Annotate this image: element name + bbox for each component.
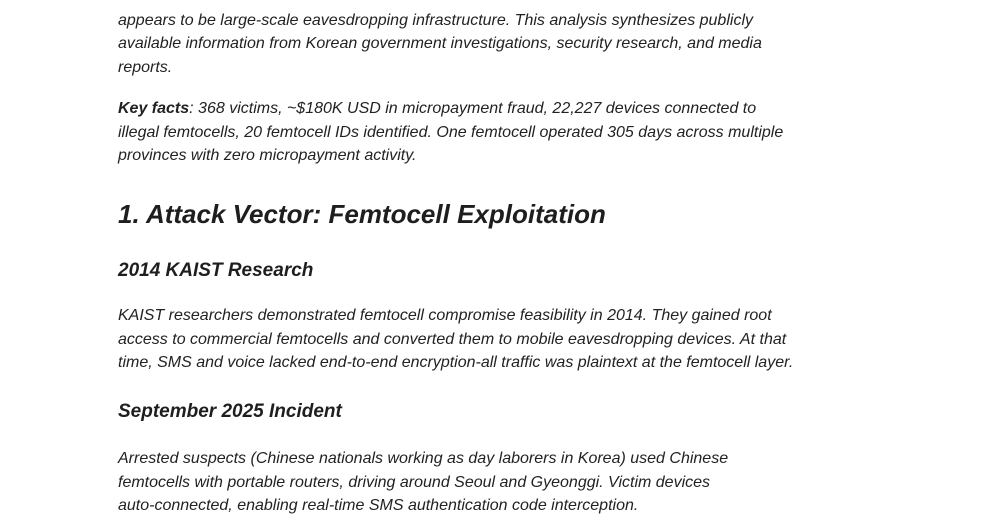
intro-line-3: reports. [118,58,173,76]
kaist-paragraph [118,304,888,375]
key-facts-paragraph [118,97,888,168]
subsection-heading-kaist: 2014 KAIST Research [118,260,314,281]
key-facts-line-2: illegal femtocells, 20 femtocell IDs identified. One femtocell operated 305 days across multiple [118,123,784,141]
incident-line-1: Arrested suspects (Chinese nationals working as day laborers in Korea) used Chinese [118,450,729,467]
kaist-line-3: time, SMS and voice lacked end-to-end encryption-all traffic was plaintext at the femtocell layer. [118,354,794,371]
intro-line-1: appears to be large-scale eavesdropping infrastructure. This analysis synthesizes publicly [118,11,753,29]
subsection-heading-incident: September 2025 Incident [118,401,342,422]
incident-line-2: femtocells with portable routers, driving around Seoul and Gyeonggi. Victim devices [118,473,711,491]
intro-line-2: available information from Korean government investigations, security research, and media [118,35,762,52]
incident-line-3: auto-connected, enabling real-time SMS authentication code interception. [118,497,639,514]
key-facts-label: Key facts [118,100,190,117]
kaist-line-1: KAIST researchers demonstrated femtocell compromise feasibility in 2014. They gained root [118,307,772,324]
intro-paragraph [118,0,888,79]
incident-paragraph [118,447,888,518]
kaist-line-2: access to commercial femtocells and converted them to mobile eavesdropping devices. At that [118,330,787,348]
key-facts-line-3: provinces with zero micropayment activity. [118,147,417,164]
key-facts-line-1: : 368 victims, ~$180K USD in micropayment fraud, 22,227 devices connected to [189,100,757,117]
section-title: 1. Attack Vector: Femtocell Exploitation [118,199,606,229]
